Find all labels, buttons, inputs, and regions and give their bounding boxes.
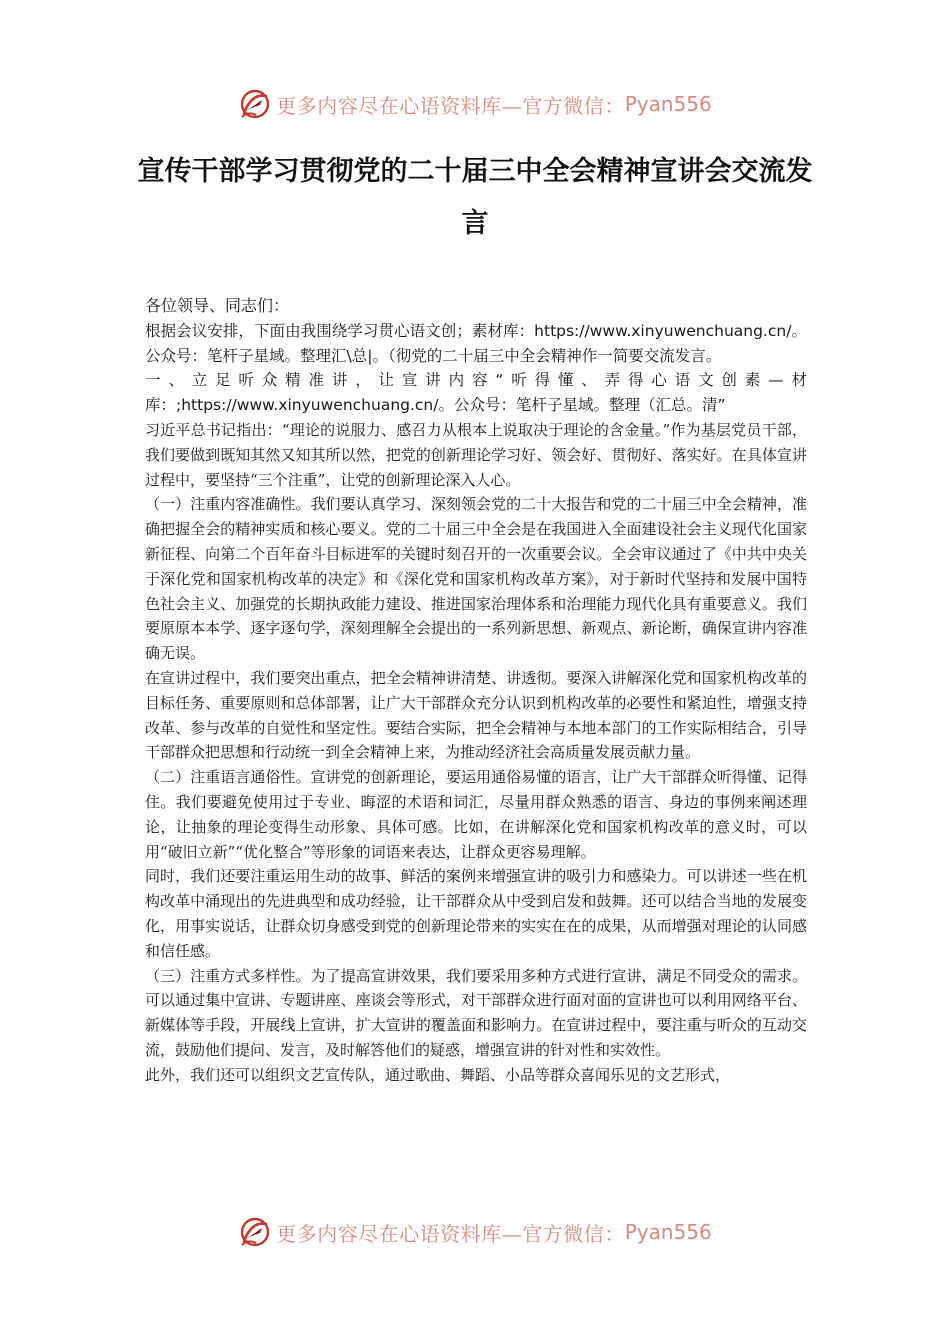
document-body [145,294,807,1088]
paragraph-intro: 根据会议安排，下面由我围绕学习贯心语文创；素材库：https://www.xinyuwenchuang.cn/。公众号：笔杆子星域。整理汇\总|。（彻党的二十届三中全会精神作一简要交流发言。 [145,321,807,365]
watermark-text: 更多内容尽在心语资料库—官方微信： [276,93,625,118]
watermark-wechat-id: Pyan556 [624,1220,712,1244]
section-heading-1: 一、立足听众精准讲，让宣讲内容“听得懂、弄得心语文创素—材库：;https://www.xinyuwenchuang.cn/。公众号：笔杆子星域。整理（汇总。清” [145,371,807,415]
watermark-wechat-id: Pyan556 [624,92,712,116]
paragraph: 习近平总书记指出：“理论的说服力、感召力从根本上说取决于理论的含金量。”作为基层党员干部，我们要做到既知其然又知其所以然，把党的创新理论学习好、领会好、贯彻好、落实好。在具体宣讲过程中，要坚持“三个注重”，让党的创新理论深入人心。 [145,420,807,489]
document-title: 宣传干部学习贯彻党的二十届三中全会精神宣讲会交流发言 [137,156,813,239]
paragraph: （三）注重方式多样性。为了提高宣讲效果，我们要采用多种方式进行宣讲，满足不同受众的需求。可以通过集中宣讲、专题讲座、座谈会等形式，对干部群众进行面对面的宣讲也可以利用网络平台、新媒体等手段，开展线上宣讲，扩大宣讲的覆盖面和影响力。在宣讲过程中，要注重与听众的互动交流，鼓励他们提问、发言，及时解答他们的疑惑，增强宣讲的针对性和实效性。 [145,966,807,1059]
paragraph: 此外，我们还可以组织文艺宣传队，通过歌曲、舞蹈、小品等群众喜闻乐见的文艺形式， [145,1065,731,1084]
paragraph-salutation: 各位领导、同志们： [145,296,290,315]
paragraph: 在宣讲过程中，我们要突出重点，把全会精神讲清楚、讲透彻。要深入讲解深化党和国家机构改革的目标任务、重要原则和总体部署，让广大干部群众充分认识到机构改革的必要性和紧迫性，增强支持改革、参与改革的自觉性和坚定性。要结合实际，把全会精神与本地本部门的工作实际相结合，引导干部群众把思想和行动统一到全会精神上来，为推动经济社会高质量发展贡献力量。 [145,668,807,762]
footer-watermark [0,1212,950,1252]
paragraph: （二）注重语言通俗性。宣讲党的创新理论，要运用通俗易懂的语言，让广大干部群众听得懂、记得住。我们要避免使用过于专业、晦涩的术语和词汇，尽量用群众熟悉的语言、身边的事例来阐述理论，让抽象的理论变得生动形象、具体可感。比如，在讲解深化党和国家机构改革的意义时，可以用“破旧立新”“优化整合”等形象的词语来表达，让群众更容易理解。 [145,768,807,861]
header-watermark [0,84,950,124]
pen-swirl-logo-icon [238,1215,272,1249]
paragraph: 同时，我们还要注重运用生动的故事、鲜活的案例来增强宣讲的吸引力和感染力。可以讲述一些在机构改革中涌现出的先进典型和成功经验，让干部群众从中受到启发和鼓舞。还可以结合当地的发展变化，用事实说话，让群众切身感受到党的创新理论带来的实实在在的成果，从而增强对理论的认同感和信任感。 [145,867,807,960]
pen-swirl-logo-icon [238,87,272,121]
paragraph: （一）注重内容准确性。我们要认真学习、深刻领会党的二十大报告和党的二十届三中全会精神，准确把握全会的精神实质和核心要义。党的二十届三中全会是在我国进入全面建设社会主义现代化国家新征程、向第二个百年奋斗目标进军的关键时刻召开的一次重要会议。全会审议通过了《中共中央关于深化党和国家机构改革的决定》和《深化党和国家机构改革方案》，对于新时代坚持和发展中国特色社会主义、加强党的长期执政能力建设、推进国家治理体系和治理能力现代化具有重要意义。我们要原原本本学、逐字逐句学，深刻理解全会提出的一系列新思想、新观点、新论断，确保宣讲内容准确无误。 [145,495,807,663]
watermark-text: 更多内容尽在心语资料库—官方微信： [276,1221,625,1246]
